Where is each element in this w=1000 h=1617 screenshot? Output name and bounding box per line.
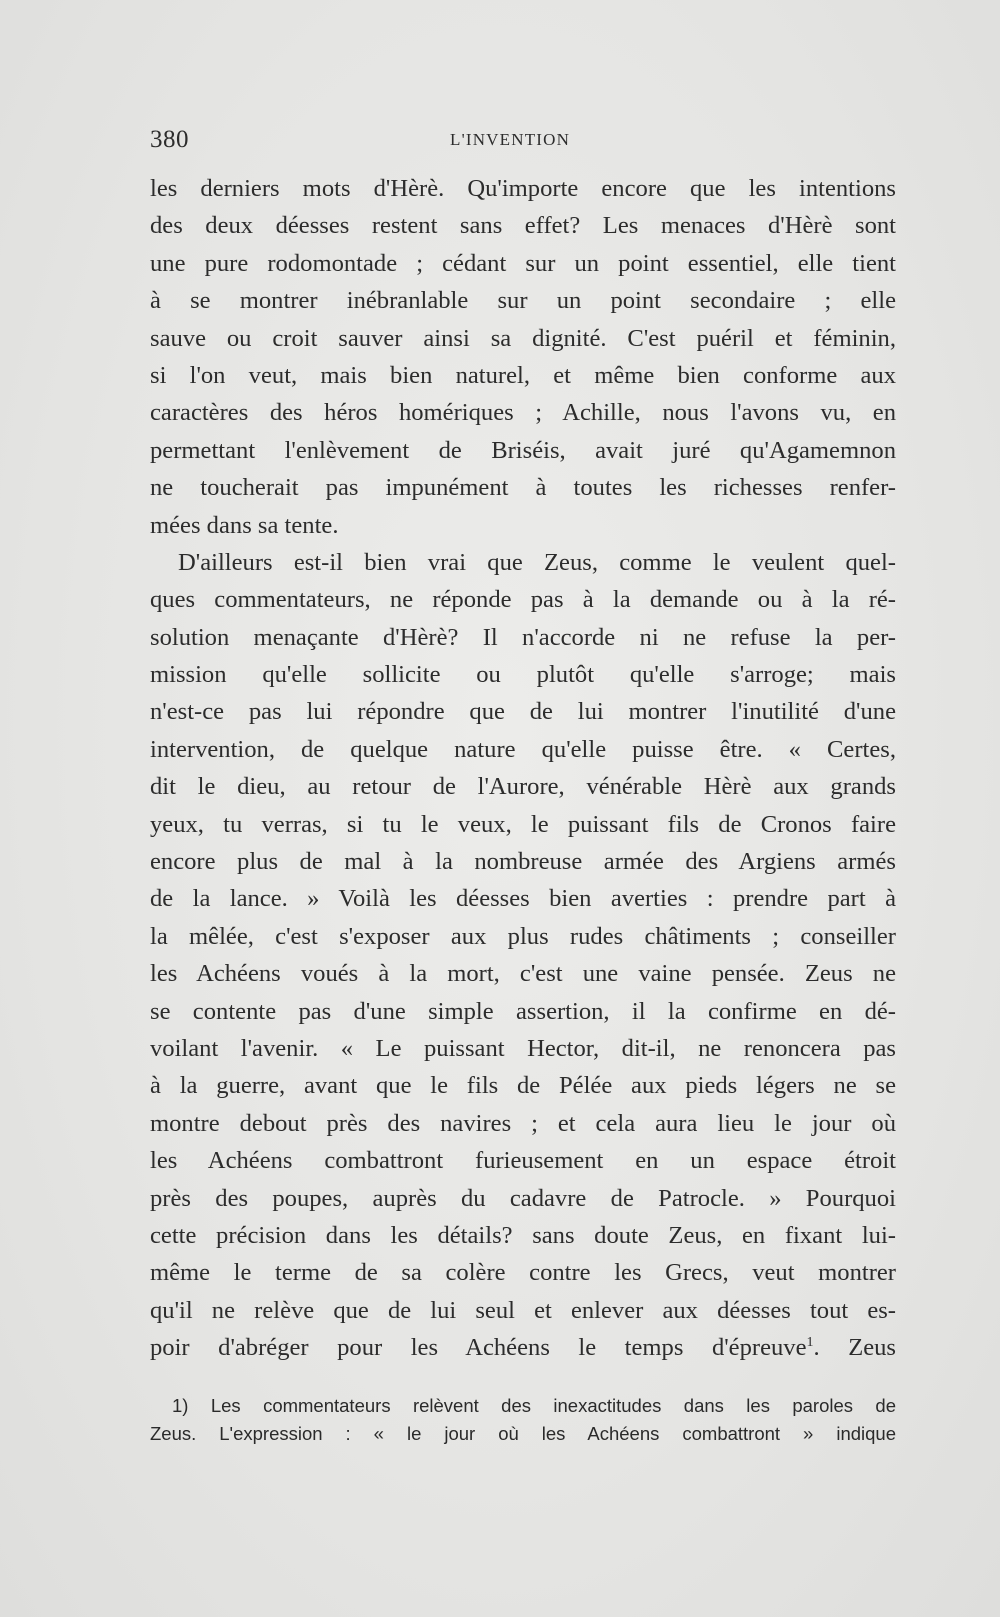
page-header	[150, 126, 896, 158]
text-line: sauve ou croit sauver ainsi sa dignité. C'est puéril et féminin,	[150, 324, 896, 352]
text-line: mées dans sa tente.	[150, 511, 339, 539]
text-line: caractères des héros homériques ; Achille, nous l'avons vu, en	[150, 399, 896, 427]
text-line: la mêlée, c'est s'exposer aux plus rudes châtiments ; conseiller	[150, 922, 896, 950]
footnote-marker: 1	[806, 1334, 814, 1350]
text-line: intervention, de quelque nature qu'elle puisse être. « Certes,	[150, 735, 896, 763]
text-line: ne toucherait pas impunément à toutes les richesses renfer-	[150, 474, 896, 502]
text-line: permettant l'enlèvement de Briséis, avait juré qu'Agamemnon	[150, 436, 896, 464]
running-title: L'INVENTION	[450, 130, 571, 149]
text-line: à se montrer inébranlable sur un point secondaire ; elle	[150, 287, 896, 315]
text-line: des deux déesses restent sans effet? Les menaces d'Hèrè sont	[150, 212, 896, 240]
text-line-end: . Zeus	[813, 1334, 896, 1362]
text-line: montre debout près des navires ; et cela aura lieu le jour où	[150, 1109, 896, 1137]
text-line: à la guerre, avant que le fils de Pélée aux pieds légers ne se	[150, 1072, 896, 1100]
text-line: qu'il ne relève que de lui seul et enlever aux déesses tout es-	[150, 1296, 896, 1324]
text-line: les derniers mots d'Hèrè. Qu'importe encore que les intentions	[150, 175, 896, 202]
text-line: près des poupes, auprès du cadavre de Patrocle. » Pourquoi	[150, 1184, 896, 1212]
text-line: les Achéens combattront furieusement en un espace étroit	[150, 1147, 896, 1175]
footnote-line: Zeus. L'expression : « le jour où les Achéens combattront » indique	[150, 1423, 896, 1444]
footnote-line: 1) Les commentateurs relèvent des inexactitudes dans les paroles de	[172, 1395, 896, 1416]
text-line: voilant l'avenir. « Le puissant Hector, dit-il, ne renoncera pas	[150, 1034, 896, 1062]
text-line: de la lance. » Voilà les déesses bien averties : prendre part à	[150, 885, 896, 913]
body-text	[150, 170, 896, 1367]
text-line: ques commentateurs, ne réponde pas à la demande ou à la ré-	[150, 586, 896, 614]
text-line: se contente pas d'une simple assertion, il la confirme en dé-	[150, 997, 896, 1025]
text-line: encore plus de mal à la nombreuse armée des Argiens armés	[150, 848, 896, 876]
text-line: yeux, tu verras, si tu le veux, le puissant fils de Cronos faire	[150, 810, 896, 838]
text-line: n'est-ce pas lui répondre que de lui montrer l'inutilité d'une	[150, 698, 896, 726]
text-line: si l'on veut, mais bien naturel, et même bien conforme aux	[150, 361, 896, 389]
footnotes	[150, 1392, 896, 1448]
text-line: les Achéens voués à la mort, c'est une vaine pensée. Zeus ne	[150, 960, 896, 988]
text-line-start: poir d'abréger pour les Achéens le temps d'épreuve	[150, 1334, 807, 1362]
page-number: 380	[150, 126, 189, 153]
text-line-with-footnote	[150, 1329, 896, 1366]
text-line: cette précision dans les détails? sans doute Zeus, en fixant lui-	[150, 1221, 896, 1249]
text-line: une pure rodomontade ; cédant sur un point essentiel, elle tient	[150, 249, 896, 277]
text-line: dit le dieu, au retour de l'Aurore, vénérable Hèrè aux grands	[150, 773, 896, 801]
text-line: D'ailleurs est-il bien vrai que Zeus, comme le veulent quel-	[178, 548, 896, 576]
text-line: solution menaçante d'Hèrè? Il n'accorde ni ne refuse la per-	[150, 623, 896, 651]
text-line: même le terme de sa colère contre les Grecs, veut montrer	[150, 1259, 896, 1287]
text-line: mission qu'elle sollicite ou plutôt qu'elle s'arroge; mais	[150, 661, 896, 689]
